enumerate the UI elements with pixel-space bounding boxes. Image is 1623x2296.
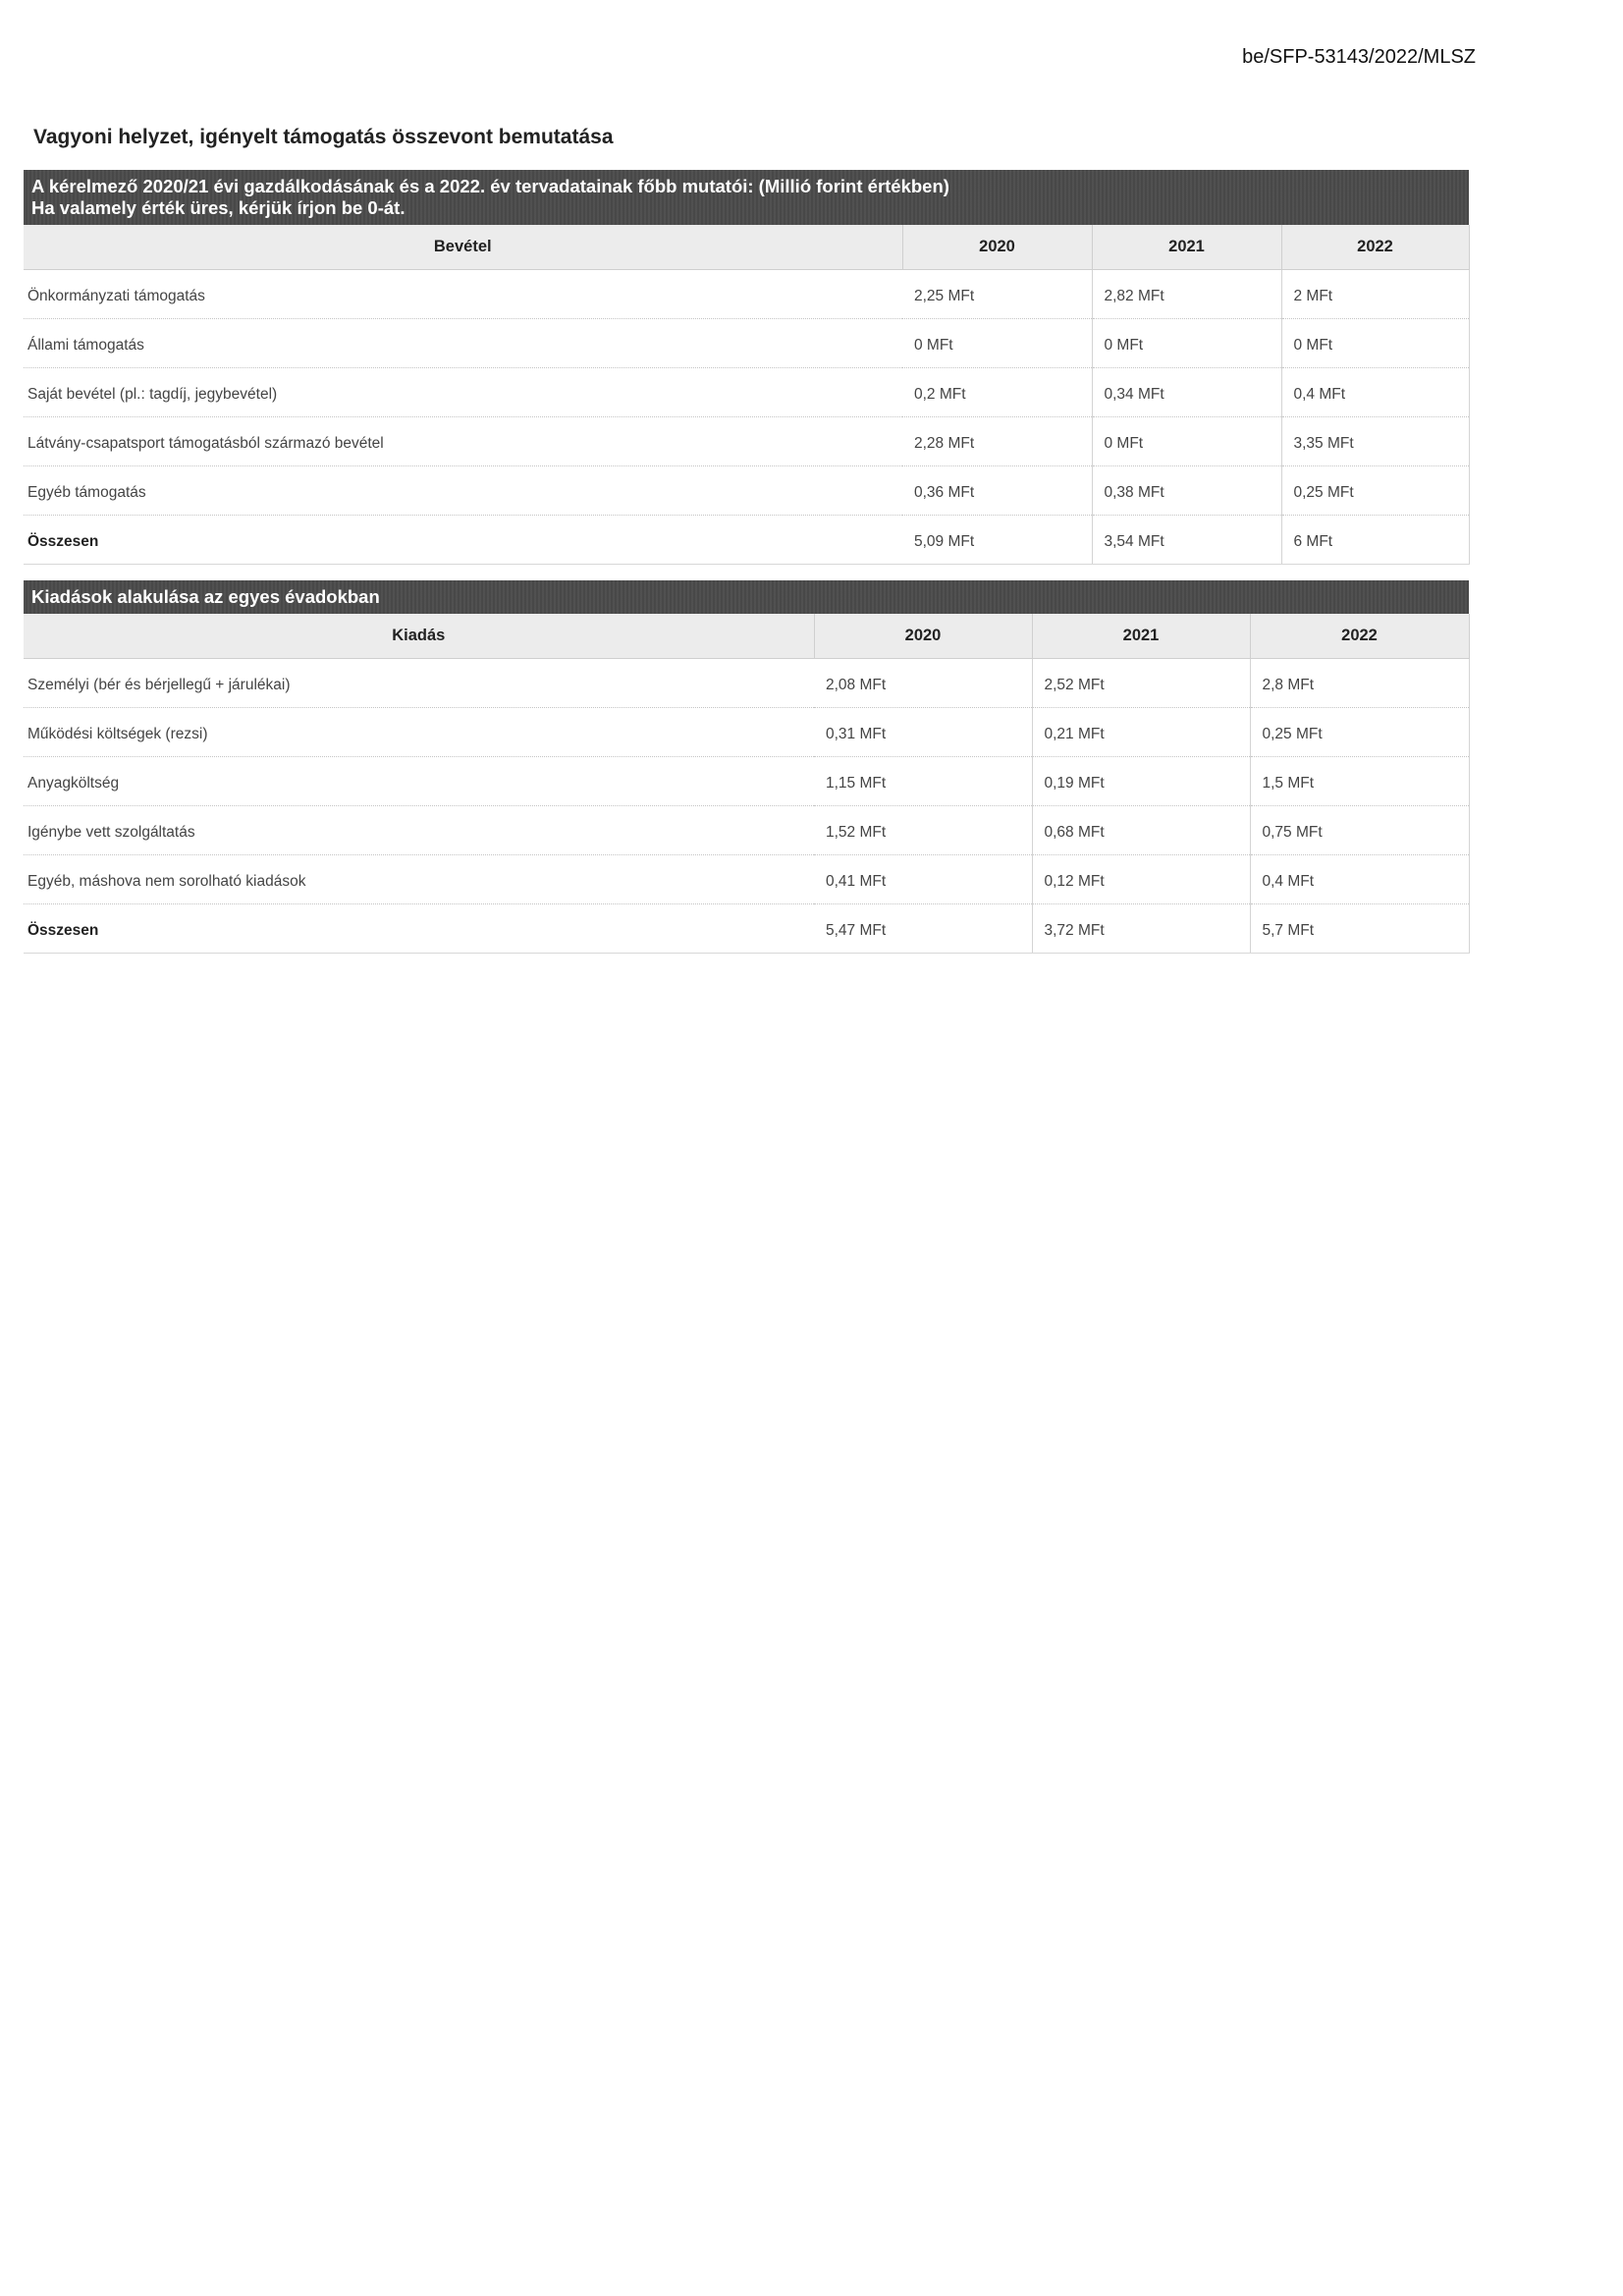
value-2020: 2,08 MFt: [814, 659, 1032, 708]
value-2020: 0,31 MFt: [814, 708, 1032, 757]
value-2020: 0,36 MFt: [902, 466, 1092, 516]
column-header-2022: 2022: [1281, 225, 1469, 270]
row-label: Igénybe vett szolgáltatás: [24, 806, 814, 855]
income-header-line-1: A kérelmező 2020/21 évi gazdálkodásának és a 2022. év tervadatainak főbb mutatói: (Millió forint értékben): [31, 176, 949, 196]
value-2021: 0,12 MFt: [1032, 855, 1250, 904]
total-row: [24, 904, 1469, 954]
value-2022: 0,4 MFt: [1281, 368, 1469, 417]
value-2021: 0,21 MFt: [1032, 708, 1250, 757]
table-row: [24, 368, 1469, 417]
row-label: Önkormányzati támogatás: [24, 270, 902, 319]
expense-table-header: [24, 614, 1469, 659]
value-2020: 5,47 MFt: [814, 904, 1032, 954]
column-header-expense: Kiadás: [24, 614, 814, 659]
row-label: Működési költségek (rezsi): [24, 708, 814, 757]
table-row: [24, 855, 1469, 904]
value-2022: 2,8 MFt: [1250, 659, 1469, 708]
table-row: [24, 659, 1469, 708]
page-title: Vagyoni helyzet, igényelt támogatás összevont bemutatása: [33, 126, 614, 148]
table-row: [24, 757, 1469, 806]
expense-section: [24, 580, 1469, 954]
row-label: Látvány-csapatsport támogatásból származó bevétel: [24, 417, 902, 466]
table-row: [24, 417, 1469, 466]
value-2020: 5,09 MFt: [902, 516, 1092, 565]
value-2022: 6 MFt: [1281, 516, 1469, 565]
value-2021: 0,19 MFt: [1032, 757, 1250, 806]
table-row: [24, 270, 1469, 319]
value-2022: 0 MFt: [1281, 319, 1469, 368]
value-2021: 0 MFt: [1092, 417, 1281, 466]
value-2021: 0,38 MFt: [1092, 466, 1281, 516]
table-row: [24, 466, 1469, 516]
row-label: Egyéb, máshova nem sorolható kiadások: [24, 855, 814, 904]
income-section-header: [24, 170, 1469, 225]
value-2021: 3,72 MFt: [1032, 904, 1250, 954]
table-row: [24, 708, 1469, 757]
value-2022: 3,35 MFt: [1281, 417, 1469, 466]
value-2022: 0,25 MFt: [1281, 466, 1469, 516]
value-2022: 0,4 MFt: [1250, 855, 1469, 904]
row-label: Összesen: [24, 516, 902, 565]
value-2020: 2,28 MFt: [902, 417, 1092, 466]
value-2021: 0 MFt: [1092, 319, 1281, 368]
column-header-2021: 2021: [1032, 614, 1250, 659]
value-2020: 0,2 MFt: [902, 368, 1092, 417]
column-header-2020: 2020: [814, 614, 1032, 659]
column-header-2020: 2020: [902, 225, 1092, 270]
value-2020: 1,52 MFt: [814, 806, 1032, 855]
value-2021: 2,52 MFt: [1032, 659, 1250, 708]
value-2020: 1,15 MFt: [814, 757, 1032, 806]
document-reference: be/SFP-53143/2022/MLSZ: [1242, 46, 1476, 68]
column-header-2022: 2022: [1250, 614, 1469, 659]
income-header-line-2: Ha valamely érték üres, kérjük írjon be 0-át.: [31, 197, 406, 218]
value-2020: 0 MFt: [902, 319, 1092, 368]
row-label: Összesen: [24, 904, 814, 954]
row-label: Saját bevétel (pl.: tagdíj, jegybevétel): [24, 368, 902, 417]
table-row: [24, 319, 1469, 368]
value-2021: 0,34 MFt: [1092, 368, 1281, 417]
row-label: Egyéb támogatás: [24, 466, 902, 516]
table-row: [24, 806, 1469, 855]
value-2020: 0,41 MFt: [814, 855, 1032, 904]
value-2021: 2,82 MFt: [1092, 270, 1281, 319]
value-2022: 5,7 MFt: [1250, 904, 1469, 954]
value-2021: 0,68 MFt: [1032, 806, 1250, 855]
income-table-header: [24, 225, 1469, 270]
value-2022: 0,25 MFt: [1250, 708, 1469, 757]
row-label: Személyi (bér és bérjellegű + járulékai): [24, 659, 814, 708]
value-2022: 1,5 MFt: [1250, 757, 1469, 806]
income-table: [24, 225, 1470, 565]
row-label: Állami támogatás: [24, 319, 902, 368]
value-2020: 2,25 MFt: [902, 270, 1092, 319]
value-2022: 0,75 MFt: [1250, 806, 1469, 855]
expense-table: [24, 614, 1470, 954]
column-header-2021: 2021: [1092, 225, 1281, 270]
row-label: Anyagköltség: [24, 757, 814, 806]
column-header-income: Bevétel: [24, 225, 902, 270]
expense-section-header: Kiadások alakulása az egyes évadokban: [24, 580, 1469, 614]
total-row: [24, 516, 1469, 565]
income-section: [24, 170, 1469, 565]
value-2021: 3,54 MFt: [1092, 516, 1281, 565]
value-2022: 2 MFt: [1281, 270, 1469, 319]
